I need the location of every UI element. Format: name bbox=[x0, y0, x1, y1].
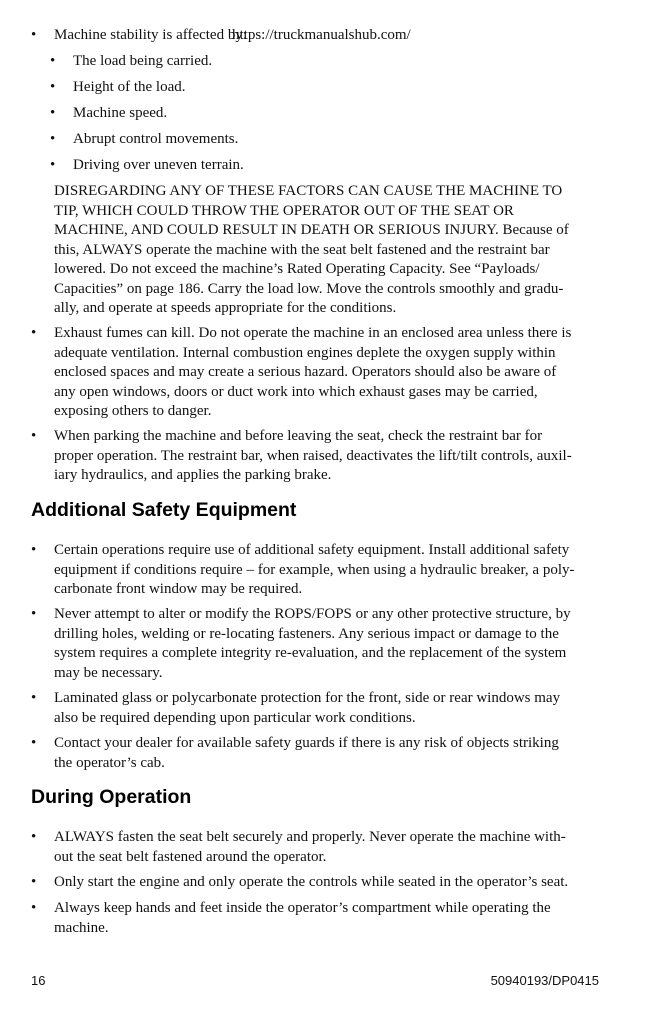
sub-bullet-text: The load being carried. bbox=[73, 53, 213, 69]
bullet-text: When parking the machine and before leaving the seat, check the restraint bar for proper operation. The restraint bar, when raised, deactivates the lift/tilt controls, auxil- iary hydraulics, and applies the parking brake. bbox=[54, 428, 572, 483]
bullet-text: ALWAYS fasten the seat belt securely and properly. Never operate the machine with- out the seat belt fastened around the operator. bbox=[54, 829, 566, 865]
bullet-marker: • bbox=[31, 690, 37, 706]
bullet-text: Never attempt to alter or modify the ROPS/FOPS or any other protective structure, by drilling holes, welding or re-locating fasteners. Any serious impact or damage to the system requires a complete integrity re-evaluation, and the replacement of the system may be necessary. bbox=[54, 606, 571, 681]
bullet-marker: • bbox=[31, 325, 37, 341]
bullet-marker: • bbox=[31, 829, 37, 845]
bullet-text: Only start the engine and only operate the controls while seated in the operator’s seat. bbox=[54, 874, 569, 890]
bullet-marker: • bbox=[31, 874, 37, 890]
bullet-marker: • bbox=[50, 53, 56, 69]
bullet-marker: • bbox=[50, 131, 56, 147]
watermark-url: https://truckmanualshub.com/ bbox=[232, 27, 411, 43]
bullet-marker: • bbox=[50, 79, 56, 95]
bullet-marker: • bbox=[50, 157, 56, 173]
sub-bullet-text: Abrupt control movements. bbox=[73, 131, 239, 147]
bullet-marker: • bbox=[31, 428, 37, 444]
bullet-text: Machine stability is affected by: bbox=[54, 27, 248, 43]
bullet-marker: • bbox=[31, 542, 37, 558]
section-heading-during-operation: During Operation bbox=[31, 786, 192, 808]
bullet-marker: • bbox=[31, 735, 37, 751]
sub-bullet-text: Driving over uneven terrain. bbox=[73, 157, 244, 173]
bullet-text: Exhaust fumes can kill. Do not operate the machine in an enclosed area unless there is adequate ventilation. Internal combustion engines deplete the oxygen supply within enclosed spaces and may create a serious hazard. Operators should also be aware of any open windows, doors or duct work into which exhaust gases may be carried, exposing others to danger. bbox=[54, 325, 572, 419]
document-code: 50940193/DP0415 bbox=[490, 973, 599, 988]
bullet-marker: • bbox=[31, 27, 37, 43]
page-number: 16 bbox=[31, 973, 46, 988]
bullet-marker: • bbox=[31, 606, 37, 622]
bullet-text: Always keep hands and feet inside the operator’s compartment while operating the machine. bbox=[54, 900, 551, 936]
sub-bullet-text: Height of the load. bbox=[73, 79, 186, 95]
bullet-text: Certain operations require use of additional safety equipment. Install additional safety equipment if conditions require – for example, when using a hydraulic breaker, a poly- carbonate front window may be required. bbox=[54, 542, 575, 597]
bullet-text: Laminated glass or polycarbonate protection for the front, side or rear windows may also be required depending upon particular work conditions. bbox=[54, 690, 561, 726]
bullet-text: Contact your dealer for available safety guards if there is any risk of objects striking the operator’s cab. bbox=[54, 735, 559, 771]
bullet-marker: • bbox=[50, 105, 56, 121]
stability-warning-paragraph: DISREGARDING ANY OF THESE FACTORS CAN CAUSE THE MACHINE TO TIP, WHICH COULD THROW THE OPERATOR OUT OF THE SEAT OR MACHINE, AND COULD RESULT IN DEATH OR SERIOUS INJURY. Because of this, ALWAYS operate the machine with the seat belt fastened and the restraint bar lowered. Do not exceed the machine’s Rated Operating Capacity. See “Payloads/ Capacities” on page 186. Carry the load low. Move the controls smoothly and gradu- ally, and operate at speeds appropriate for the conditions. bbox=[54, 183, 569, 316]
bullet-marker: • bbox=[31, 900, 37, 916]
section-heading-additional-safety: Additional Safety Equipment bbox=[31, 499, 297, 521]
sub-bullet-text: Machine speed. bbox=[73, 105, 168, 121]
